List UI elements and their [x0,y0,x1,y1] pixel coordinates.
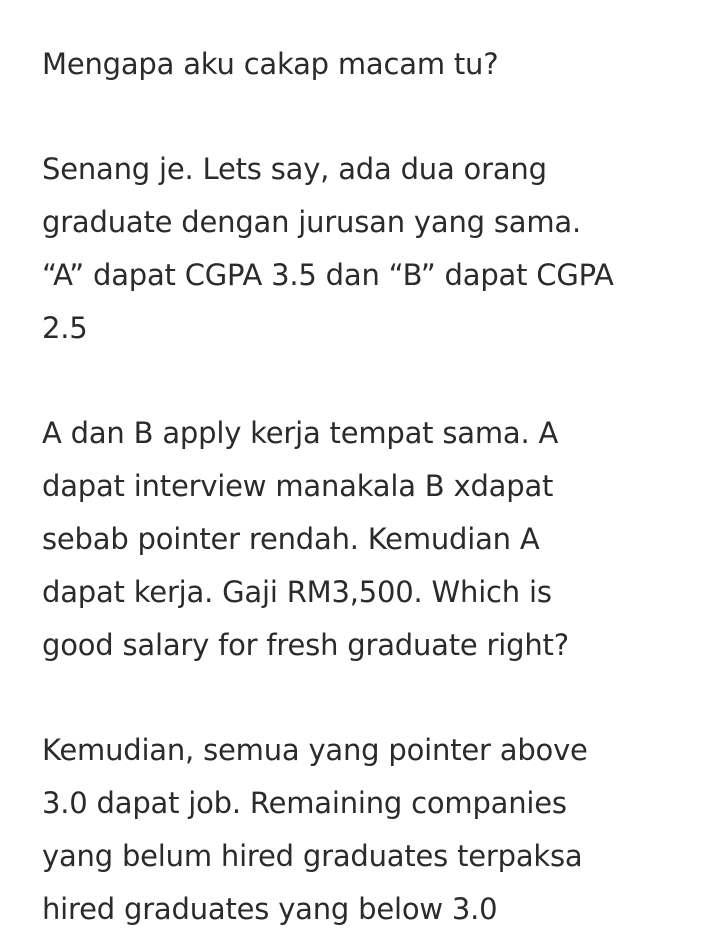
paragraph-example [42,143,680,355]
text-line: hired graduates yang below 3.0 [42,892,498,926]
text-line: 2.5 [42,311,88,345]
text-line: good salary for fresh graduate right? [42,628,569,662]
text-line: 3.0 dapat job. Remaining companies [42,786,567,820]
text-line: dapat interview manakala B xdapat [42,469,554,503]
text-line: “A” dapat CGPA 3.5 dan “B” dapat CGPA [42,258,614,292]
text-line: yang belum hired graduates terpaksa [42,839,583,873]
text-line: Kemudian, semua yang pointer above [42,733,588,767]
text-line: Senang je. Lets say, ada dua orang [42,152,547,186]
text-line: sebab pointer rendah. Kemudian A [42,522,540,556]
paragraph-conclusion [42,724,680,936]
text-line: A dan B apply kerja tempat sama. A [42,416,559,450]
text-line: graduate dengan jurusan yang sama. [42,205,581,239]
paragraph-interview [42,407,680,672]
text-line: Mengapa aku cakap macam tu? [42,47,499,81]
text-line: dapat kerja. Gaji RM3,500. Which is [42,575,552,609]
paragraph-question [42,38,680,91]
